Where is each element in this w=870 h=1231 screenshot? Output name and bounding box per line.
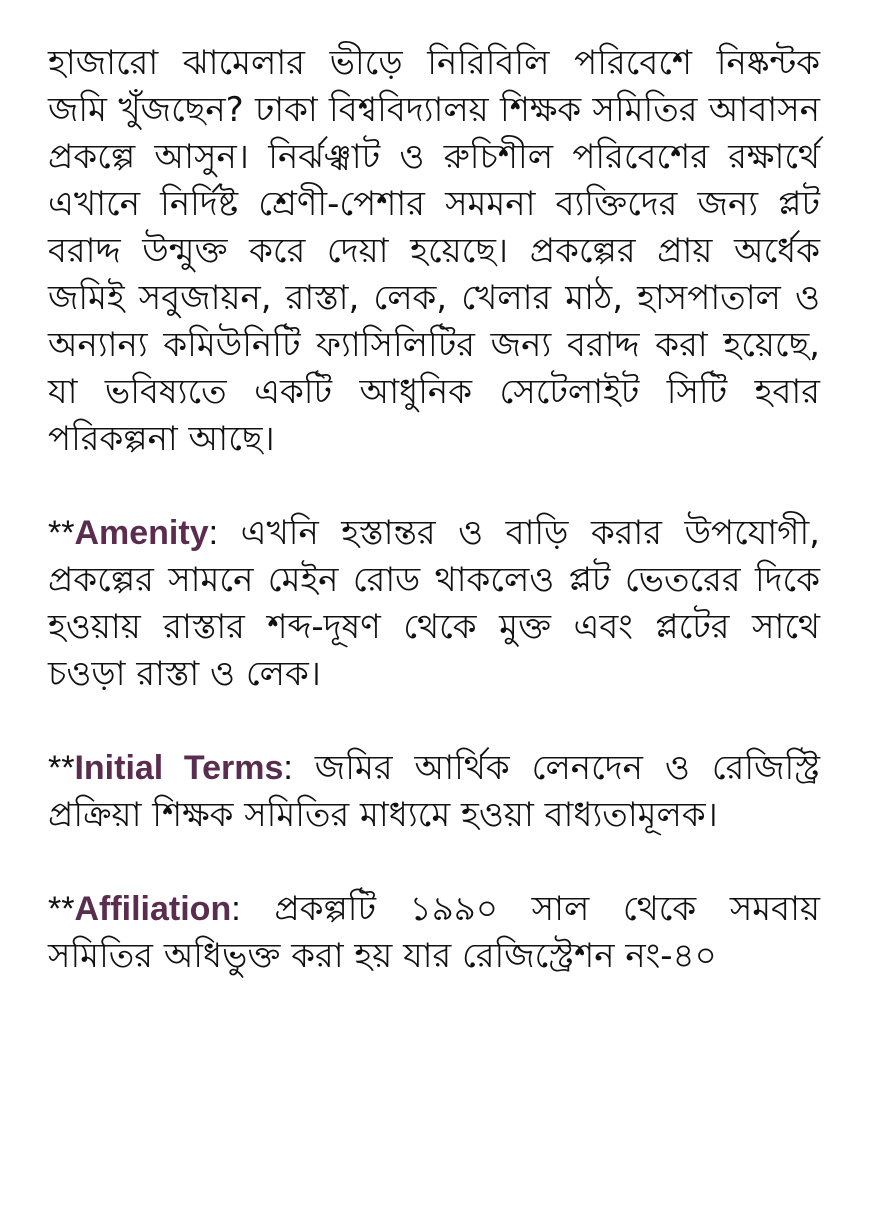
amenity-paragraph: [48, 510, 820, 698]
intro-paragraph: হাজারো ঝামেলার ভীড়ে নিরিবিলি পরিবেশে নিষ্কন্টক জমি খুঁজছেন? ঢাকা বিশ্ববিদ্যালয় শিক্ষক সমিতির আবাসন প্রকল্পে আসুন। নির্ঝঞ্ঝাট ও রুচিশীল পরিবেশের রক্ষার্থে এখানে নির্দিষ্ট শ্রেণী-পেশার সমমনা ব্যক্তিদের জন্য প্লট বরাদ্দ উন্মুক্ত করে দেয়া হয়েছে। প্রকল্পের প্রায় অর্ধেক জমিই সবুজায়ন, রাস্তা, লেক, খেলার মাঠ, হাসপাতাল ও অন্যান্য কমিউনিটি ফ্যাসিলিটির জন্য বরাদ্দ করা হয়েছে, যা ভবিষ্যতে একটি আধুনিক সেটেলাইট সিটি হবার পরিকল্পনা আছে।: [48, 43, 820, 459]
document-body: [48, 40, 820, 980]
amenity-colon: :: [208, 514, 219, 552]
initial-terms-paragraph: [48, 745, 820, 839]
affiliation-label: Affiliation: [74, 890, 232, 928]
initial-terms-text: জমির আর্থিক লেনদেন ও রেজিস্ট্রি প্রক্রিয়া শিক্ষক সমিতির মাধ্যমে হওয়া বাধ্যতামূলক।: [48, 748, 820, 835]
paragraph-gap: [48, 839, 820, 886]
affiliation-paragraph: [48, 886, 820, 980]
affiliation-prefix: **: [48, 890, 75, 928]
paragraph-gap: [48, 463, 820, 510]
initial-terms-colon: :: [283, 749, 293, 787]
affiliation-colon: :: [231, 890, 241, 928]
amenity-label: Amenity: [74, 514, 209, 552]
initial-terms-prefix: **: [48, 749, 75, 787]
amenity-text: এখনি হস্তান্তর ও বাড়ি করার উপযোগী, প্রকল্পের সামনে মেইন রোড থাকলেও প্লট ভেতরের দিকে হওয়ায় রাস্তার শব্দ-দূষণ থেকে মুক্ত এবং প্লটের সাথে চওড়া রাস্তা ও লেক।: [48, 513, 820, 694]
initial-terms-label: Initial Terms: [74, 749, 284, 787]
affiliation-text: প্রকল্পটি ১৯৯০ সাল থেকে সমবায় সমিতির অধিভুক্ত করা হয় যার রেজিস্ট্রেশন নং-৪০: [48, 889, 820, 976]
paragraph-gap: [48, 698, 820, 745]
amenity-prefix: **: [48, 514, 75, 552]
